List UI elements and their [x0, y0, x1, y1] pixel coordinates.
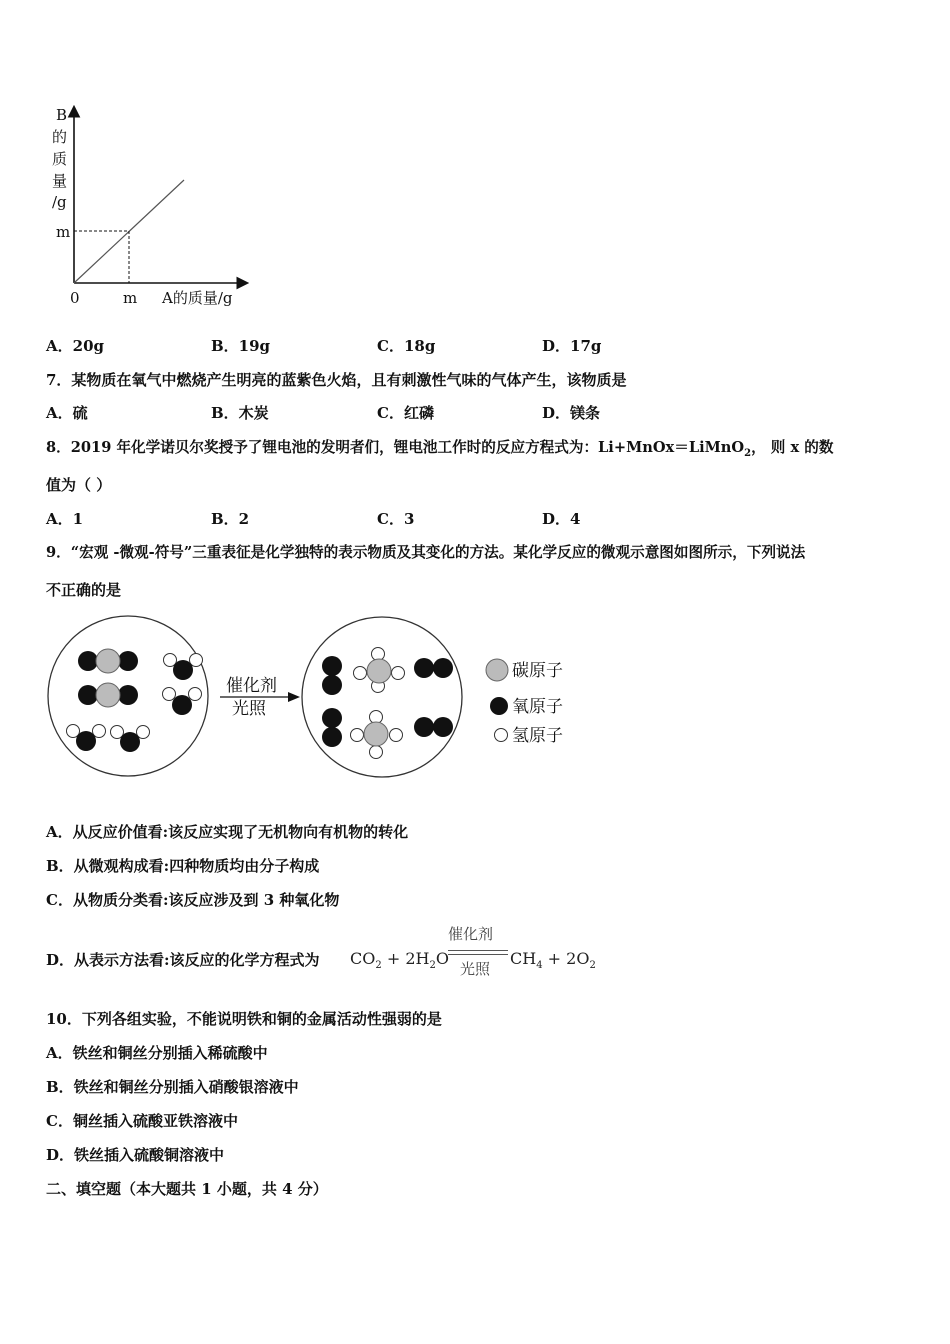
eq-co2: CO — [350, 949, 376, 968]
q8-equation: Li+MnOx＝LiMnO — [598, 439, 745, 456]
eq-right — [510, 949, 596, 971]
x-tick-label: m — [123, 289, 138, 307]
eq-left — [350, 949, 449, 971]
reaction-diagram — [40, 610, 580, 790]
eq-cond-top: 催化剂 — [448, 925, 494, 943]
q7-option-a: A．硫 — [46, 404, 88, 422]
q10-option-c: C．铜丝插入硫酸亚铁溶液中 — [46, 1112, 238, 1130]
y-label-1: 的 — [52, 128, 68, 146]
q6-option-d: D．17g — [542, 337, 602, 355]
eq-h2o-o: O — [435, 949, 449, 968]
q10-option-d: D．铁丝插入硫酸铜溶液中 — [46, 1146, 225, 1164]
co2-molecule — [78, 649, 138, 673]
q7-option-c: C．红磷 — [377, 404, 434, 422]
q10-stem: 10．下列各组实验，不能说明铁和铜的金属活动性强弱的是 — [46, 1010, 442, 1028]
legend-carbon-label: 碳原子 — [512, 661, 563, 681]
q9-option-b: B．从微观构成看:四种物质均由分子构成 — [46, 857, 320, 875]
q9-option-d: D．从表示方法看:该反应的化学方程式为 — [46, 951, 320, 969]
legend-carbon-swatch — [486, 659, 508, 681]
q8-stem-line2: 值为（ ） — [46, 476, 112, 494]
eq-o2: + 2O — [542, 949, 590, 968]
y-label-0: B — [56, 106, 68, 124]
x-axis-label: A的质量/g — [162, 289, 233, 307]
legend-hydrogen-swatch — [495, 729, 508, 742]
eq-ch4: CH — [510, 949, 537, 968]
q9-stem-line1: 9．“宏观 -微观-符号”三重表征是化学独特的表示物质及其变化的方法。某化学反应的微观示意图如图所示，下列说法 — [46, 544, 806, 561]
q8-option-a: A．1 — [46, 510, 84, 528]
q8-stem-suffix: ， 则 x 的数 — [751, 439, 834, 456]
q8-option-c: C．3 — [377, 510, 415, 528]
q9-option-c: C．从物质分类看:该反应涉及到 3 种氧化物 — [46, 891, 340, 909]
eq-bar-1 — [448, 950, 508, 951]
section-2-heading: 二、填空题（本大题共 1 小题，共 4 分） — [46, 1180, 328, 1198]
q7-option-d: D．镁条 — [542, 404, 601, 422]
eq-cond-bottom: 光照 — [460, 960, 491, 978]
q8-stem-prefix: 8．2019 年化学诺贝尔奖授予了锂电池的发明者们，锂电池工作时的反应方程式为： — [46, 439, 599, 456]
eq-ch4-sub: 4 — [536, 960, 543, 972]
q9-equation — [350, 919, 600, 979]
y-label-3: 量 — [52, 172, 68, 190]
legend-oxygen-label: 氧原子 — [512, 697, 563, 717]
arrow-bottom-label: 光照 — [232, 699, 266, 719]
y-tick-label: m — [56, 223, 71, 241]
eq-co2-sub: 2 — [375, 960, 382, 972]
q6-option-c: C．18g — [377, 337, 436, 355]
q8-option-d: D．4 — [542, 510, 581, 528]
q6-option-a: A．20g — [46, 337, 105, 355]
y-label-4: /g — [52, 193, 67, 211]
q9-stem-line2: 不正确的是 — [46, 581, 122, 599]
eq-h2o: + 2H — [381, 949, 430, 968]
q10-option-a: A．铁丝和铜丝分别插入稀硫酸中 — [46, 1044, 268, 1062]
legend-oxygen-swatch — [490, 697, 508, 715]
legend-hydrogen-label: 氢原子 — [512, 726, 563, 746]
q7-option-b: B．木炭 — [211, 404, 269, 422]
co2-molecule — [78, 683, 138, 707]
y-label-2: 质 — [52, 150, 68, 168]
origin-label: 0 — [70, 289, 80, 307]
mass-graph — [40, 100, 270, 315]
q8-stem-line1 — [46, 438, 833, 464]
reaction-arrowhead — [288, 692, 300, 702]
eq-o2-sub: 2 — [589, 960, 596, 972]
q10-option-b: B．铁丝和铜丝分别插入硝酸银溶液中 — [46, 1078, 299, 1096]
eq-bar-2 — [448, 954, 508, 955]
q6-option-b: B．19g — [211, 337, 271, 355]
q8-equation-sub: 2 — [744, 447, 752, 459]
arrow-top-label: 催化剂 — [226, 676, 277, 696]
q7-stem: 7．某物质在氧气中燃烧产生明亮的蓝紫色火焰，且有刺激性气味的气体产生，该物质是 — [46, 371, 627, 389]
q9-option-a: A．从反应价值看:该反应实现了无机物向有机物的转化 — [46, 823, 409, 841]
q8-option-b: B．2 — [211, 510, 250, 528]
eq-h2o-sub: 2 — [429, 960, 436, 972]
